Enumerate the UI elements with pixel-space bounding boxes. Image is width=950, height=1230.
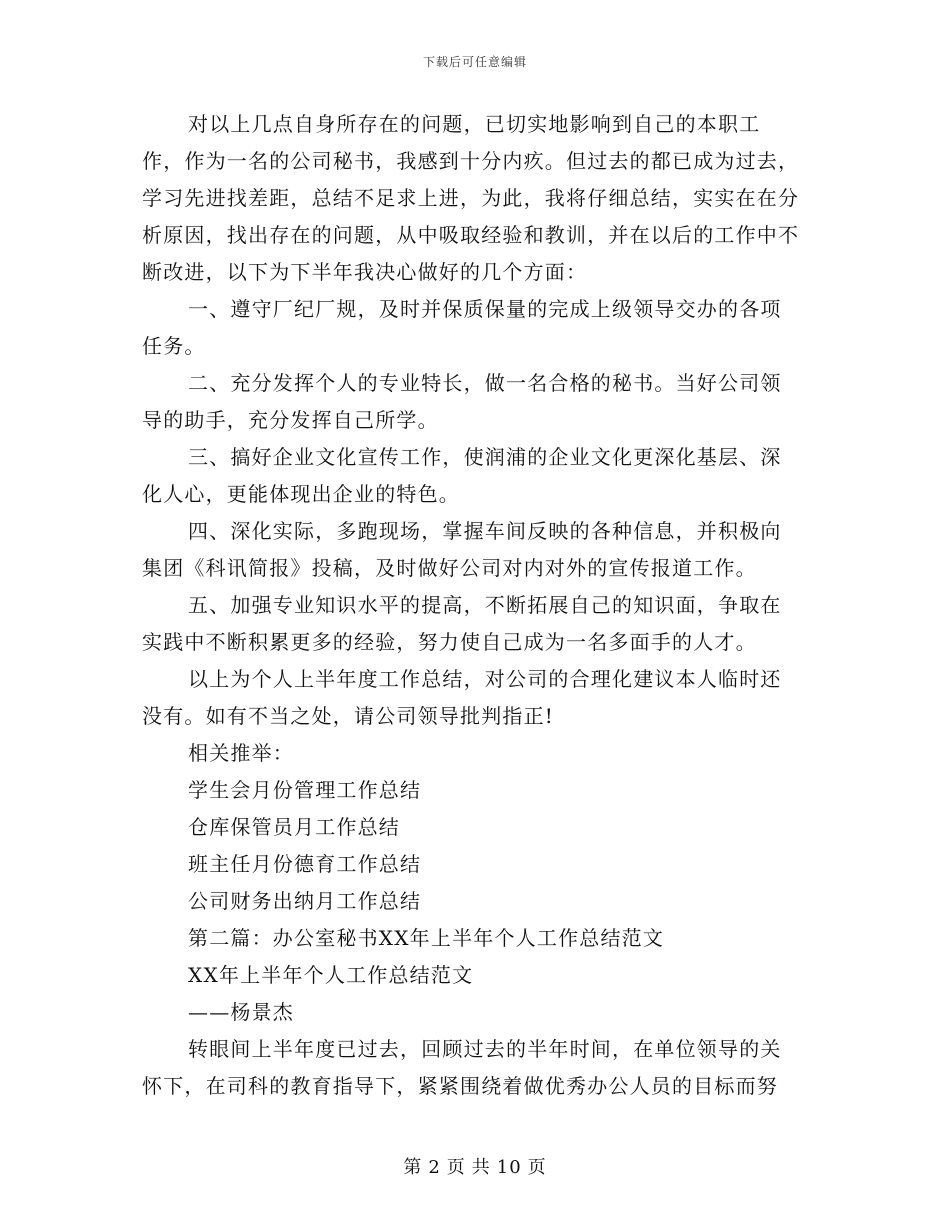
footer-total-pages: 10 <box>496 1157 522 1178</box>
page-footer <box>0 1153 950 1179</box>
related-heading: 相关推举： <box>188 741 294 765</box>
footer-current-page: 2 <box>428 1157 441 1178</box>
paragraph-item-3: 三、搞好企业文化宣传工作，使润浦的企业文化更深化基层、深化人心，更能体现出企业的特色。 <box>142 445 782 506</box>
related-link-4: 公司财务出纳月工作总结 <box>188 889 422 913</box>
footer-total-prefix: 共 <box>471 1157 491 1178</box>
paragraph-closing: 以上为个人上半年度工作总结，对公司的合理化建议本人临时还没有。如有不当之处，请公司领导批判指正! <box>142 667 782 728</box>
related-link-1: 学生会月份管理工作总结 <box>188 778 422 802</box>
page-header: 下载后可任意编辑 <box>422 55 527 69</box>
paragraph-intro: 对以上几点自身所存在的问题，已切实地影响到自己的本职工作，作为一名的公司秘书，我感到十分内疚。但过去的都已成为过去，学习先进找差距，总结不足求上进，为此，我将仔细总结，实实在在分析原因，找出存在的问题，从中吸取经验和教训，并在以后的工作中不断改进，以下为下半年我决心做好的几个方面： <box>142 112 800 284</box>
related-link-2: 仓库保管员月工作总结 <box>188 815 400 839</box>
section-title: 第二篇：办公室秘书XX年上半年个人工作总结范文 <box>188 926 665 950</box>
paragraph-item-4: 四、深化实际，多跑现场，掌握车间反映的各种信息，并积极向集团《科讯简报》投稿，及时做好公司对内对外的宣传报道工作。 <box>142 519 782 580</box>
paragraph-item-2: 二、充分发挥个人的专业特长，做一名合格的秘书。当好公司领导的助手，充分发挥自己所学。 <box>142 371 782 432</box>
document-body <box>142 106 802 1105</box>
paragraph-item-5: 五、加强专业知识水平的提高，不断拓展自己的知识面，争取在实践中不断积累更多的经验，努力使自己成为一名多面手的人才。 <box>142 593 782 654</box>
related-link-3: 班主任月份德育工作总结 <box>188 852 422 876</box>
footer-page-word: 页 <box>446 1157 466 1178</box>
footer-suffix: 页 <box>527 1157 547 1178</box>
article-title: XX年上半年个人工作总结范文 <box>188 963 474 987</box>
footer-prefix: 第 <box>403 1157 423 1178</box>
paragraph-item-1: 一、遵守厂纪厂规，及时并保质保量的完成上级领导交办的各项任务。 <box>142 297 782 358</box>
article-author: ——杨景杰 <box>188 1000 294 1024</box>
paragraph-article-start: 转眼间上半年度已过去，回顾过去的半年时间，在单位领导的关怀下，在司科的教育指导下，紧紧围绕着做优秀办公人员的目标而努 <box>142 1037 782 1098</box>
